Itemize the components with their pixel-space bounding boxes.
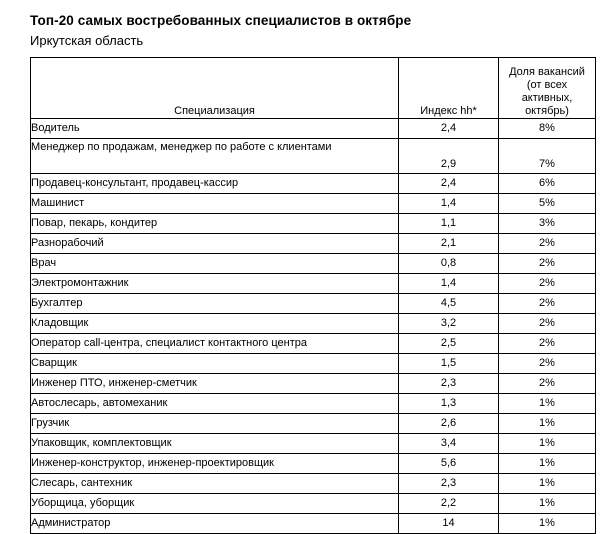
cell-specialization: Инженер-конструктор, инженер-проектировщик: [31, 454, 399, 474]
cell-share: 3%: [499, 214, 596, 234]
cell-index: 3,4: [399, 434, 499, 454]
cell-specialization: Администратор: [31, 514, 399, 534]
table-row: [31, 234, 596, 254]
table-body: [31, 119, 596, 534]
table-row: [31, 174, 596, 194]
cell-index: 2,3: [399, 474, 499, 494]
cell-share: 2%: [499, 334, 596, 354]
cell-specialization: Менеджер по продажам, менеджер по работе с клиентами: [31, 139, 399, 174]
cell-specialization: Слесарь, сантехник: [31, 474, 399, 494]
cell-index: 5,6: [399, 454, 499, 474]
cell-index: 2,1: [399, 234, 499, 254]
table-row: [31, 119, 596, 139]
table-row: [31, 454, 596, 474]
cell-specialization: Автослесарь, автомеханик: [31, 394, 399, 414]
cell-share: 7%: [499, 139, 596, 174]
cell-specialization: Повар, пекарь, кондитер: [31, 214, 399, 234]
cell-specialization: Водитель: [31, 119, 399, 139]
cell-index: 0,8: [399, 254, 499, 274]
column-header-share-line4: октябрь): [525, 105, 569, 117]
cell-specialization: Машинист: [31, 194, 399, 214]
table-row: [31, 394, 596, 414]
cell-share: 2%: [499, 294, 596, 314]
cell-index: 1,4: [399, 194, 499, 214]
cell-specialization: Оператор call-центра, специалист контактного центра: [31, 334, 399, 354]
cell-share: 1%: [499, 454, 596, 474]
cell-specialization: Продавец-консультант, продавец-кассир: [31, 174, 399, 194]
cell-share: 1%: [499, 474, 596, 494]
cell-share: 1%: [499, 394, 596, 414]
cell-share: 6%: [499, 174, 596, 194]
cell-share: 1%: [499, 514, 596, 534]
cell-index: 2,3: [399, 374, 499, 394]
cell-share: 2%: [499, 314, 596, 334]
cell-specialization: Сварщик: [31, 354, 399, 374]
table-row: [31, 254, 596, 274]
column-header-specialization: Специализация: [31, 58, 399, 119]
cell-specialization: Грузчик: [31, 414, 399, 434]
page-title: Топ-20 самых востребованных специалистов в октябре: [30, 13, 412, 28]
table-row: [31, 434, 596, 454]
cell-index: 2,2: [399, 494, 499, 514]
cell-share: 2%: [499, 254, 596, 274]
cell-share: 2%: [499, 374, 596, 394]
page-subtitle: Иркутская область: [30, 33, 144, 48]
cell-index: 1,5: [399, 354, 499, 374]
table-header: [31, 58, 596, 119]
cell-index: 14: [399, 514, 499, 534]
cell-specialization: Разнорабочий: [31, 234, 399, 254]
cell-specialization: Упаковщик, комплектовщик: [31, 434, 399, 454]
cell-index: 3,2: [399, 314, 499, 334]
cell-index: 4,5: [399, 294, 499, 314]
table-row: [31, 474, 596, 494]
cell-specialization: Уборщица, уборщик: [31, 494, 399, 514]
cell-index: 2,6: [399, 414, 499, 434]
cell-specialization: Электромонтажник: [31, 274, 399, 294]
cell-share: 5%: [499, 194, 596, 214]
table-row: [31, 514, 596, 534]
column-header-share-line2: (от всех: [526, 79, 568, 91]
cell-index: 2,4: [399, 119, 499, 139]
table-row: [31, 354, 596, 374]
cell-share: 8%: [499, 119, 596, 139]
table-row: [31, 314, 596, 334]
cell-specialization: Кладовщик: [31, 314, 399, 334]
column-header-share-line1: Доля вакансий: [509, 66, 585, 78]
cell-specialization: Бухгалтер: [31, 294, 399, 314]
cell-index: 2,5: [399, 334, 499, 354]
cell-specialization: Врач: [31, 254, 399, 274]
cell-index: 2,4: [399, 174, 499, 194]
cell-index: 1,1: [399, 214, 499, 234]
top-specialists-table: [30, 57, 596, 534]
cell-specialization: Инженер ПТО, инженер-сметчик: [31, 374, 399, 394]
table-row: [31, 274, 596, 294]
cell-index: 2,9: [399, 139, 499, 174]
cell-share: 2%: [499, 354, 596, 374]
table-row: [31, 214, 596, 234]
column-header-share: [499, 58, 596, 119]
table-row: [31, 194, 596, 214]
table-row: [31, 139, 596, 174]
cell-index: 1,3: [399, 394, 499, 414]
cell-share: 2%: [499, 234, 596, 254]
cell-share: 2%: [499, 274, 596, 294]
column-header-share-line3: активных,: [521, 92, 573, 104]
cell-index: 1,4: [399, 274, 499, 294]
column-header-index: Индекс hh*: [399, 58, 499, 119]
cell-share: 1%: [499, 414, 596, 434]
table-header-row: [31, 58, 596, 119]
cell-share: 1%: [499, 494, 596, 514]
table-row: [31, 374, 596, 394]
table-row: [31, 294, 596, 314]
table-row: [31, 334, 596, 354]
table-row: [31, 414, 596, 434]
table-row: [31, 494, 596, 514]
cell-share: 1%: [499, 434, 596, 454]
